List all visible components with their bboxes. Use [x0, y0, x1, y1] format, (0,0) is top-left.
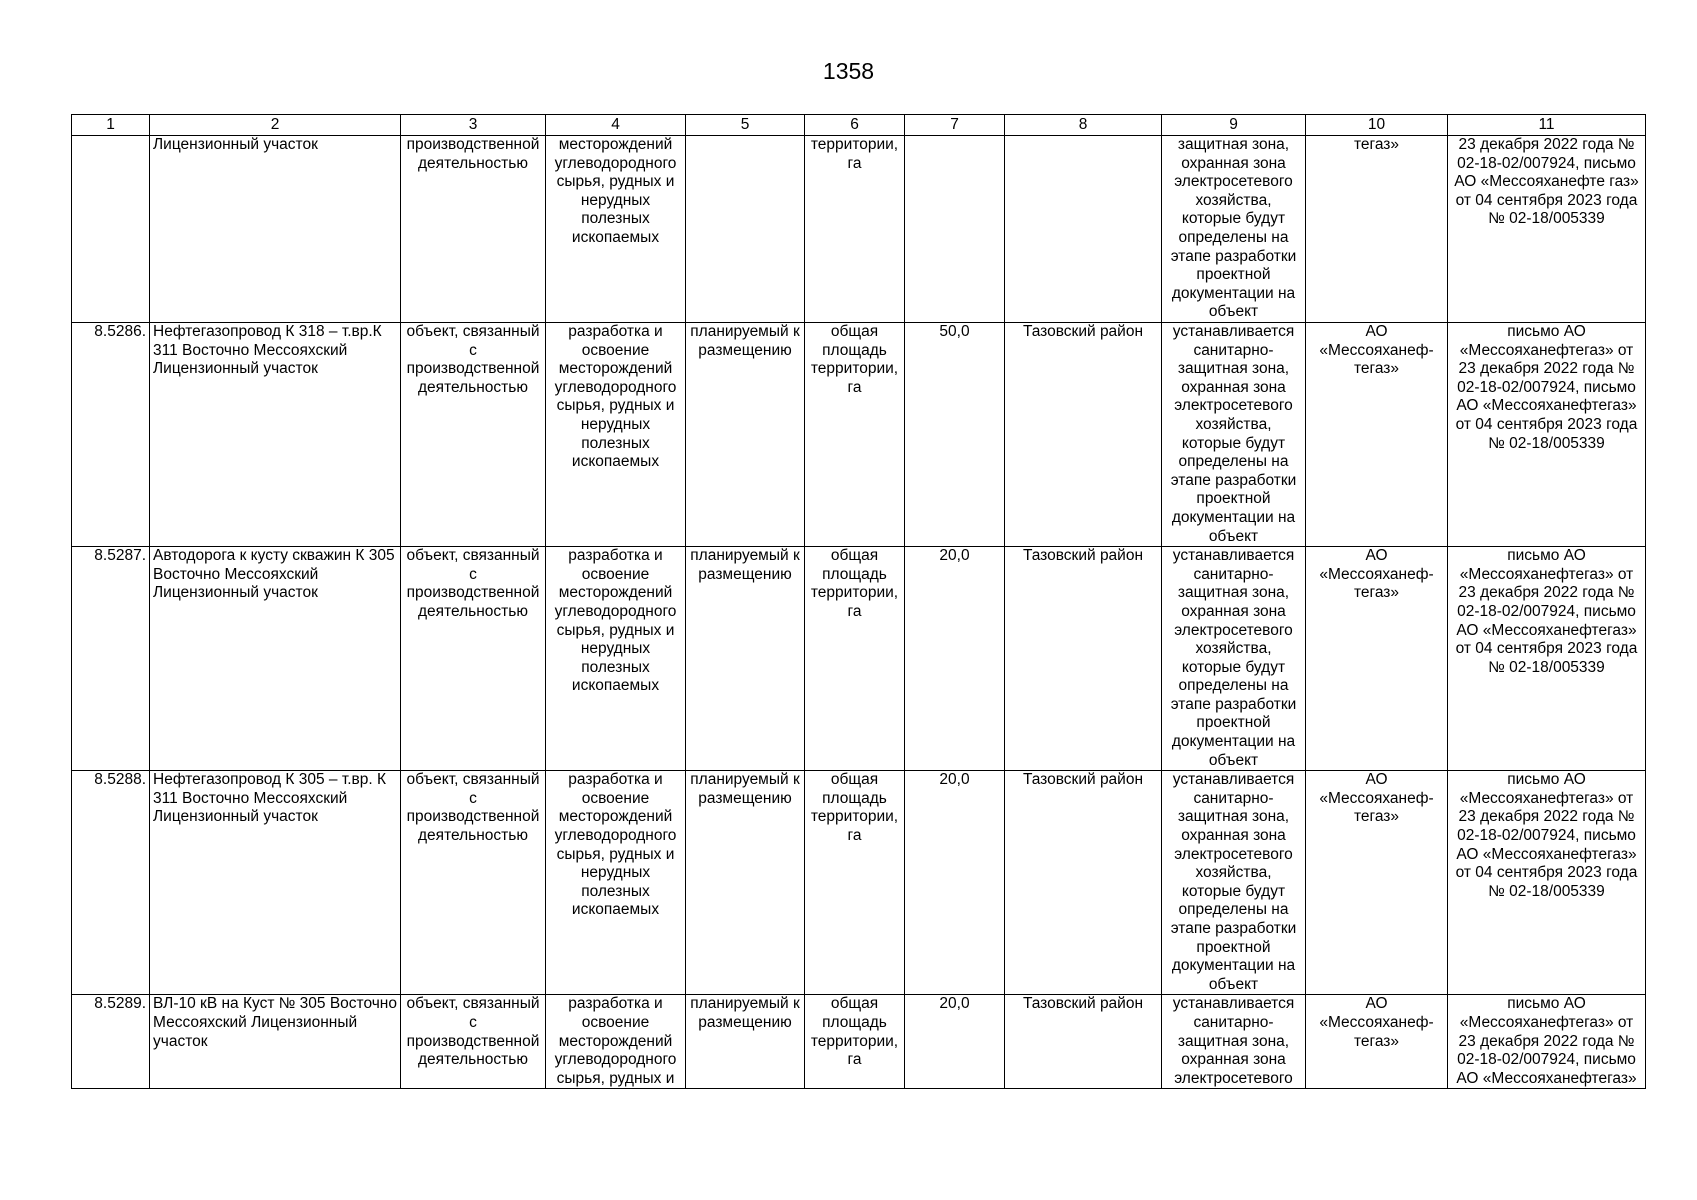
cell-characteristic: общая площадь территории, га — [805, 771, 905, 995]
table-row — [72, 547, 1646, 771]
cell-location: Тазовский район — [1005, 771, 1162, 995]
cell-value: 20,0 — [905, 771, 1005, 995]
cell-name: ВЛ-10 кВ на Куст № 305 Восточно Мессояхский Лицензионный участок — [150, 995, 401, 1089]
cell-characteristic: общая площадь территории, га — [805, 323, 905, 547]
cell-value: 20,0 — [905, 547, 1005, 771]
cell-zones: защитная зона, охранная зона электросетевого хозяйства, которые будут определены на этапе разработки проектной документации на объект — [1162, 136, 1306, 323]
table-row — [72, 771, 1646, 995]
cell-name: Автодорога к кусту скважин К 305 Восточно Мессояхский Лицензионный участок — [150, 547, 401, 771]
cell-basis: письмо АО «Мессояханефтегаз» от 23 декабря 2022 года № 02-18-02/007924, письмо АО «Мессояханефтегаз» от 04 сентября 2023 года № 02-18/005339 — [1448, 547, 1646, 771]
cell-name: Нефтегазопровод К 305 – т.вр. К 311 Восточно Мессояхский Лицензионный участок — [150, 771, 401, 995]
cell-type: объект, связанный с производственной деятельностью — [401, 995, 546, 1089]
cell-purpose: месторождений углеводородного сырья, рудных и нерудных полезных ископаемых — [546, 136, 686, 323]
cell-characteristic: общая площадь территории, га — [805, 995, 905, 1089]
objects-table — [71, 114, 1646, 1089]
cell-type: объект, связанный с производственной деятельностью — [401, 323, 546, 547]
cell-num: 8.5286. — [72, 323, 150, 547]
cell-location: Тазовский район — [1005, 323, 1162, 547]
header-col-10: 10 — [1306, 115, 1448, 136]
cell-name: Лицензионный участок — [150, 136, 401, 323]
table-row — [72, 995, 1646, 1089]
cell-purpose: разработка и освоение месторождений углеводородного сырья, рудных и нерудных полезных ископаемых — [546, 771, 686, 995]
cell-location — [1005, 136, 1162, 323]
cell-location: Тазовский район — [1005, 547, 1162, 771]
cell-purpose: разработка и освоение месторождений углеводородного сырья, рудных и — [546, 995, 686, 1089]
cell-name: Нефтегазопровод К 318 – т.вр.К 311 Восточно Мессояхский Лицензионный участок — [150, 323, 401, 547]
cell-num — [72, 136, 150, 323]
cell-initiator: тегаз» — [1306, 136, 1448, 323]
cell-basis: 23 декабря 2022 года № 02-18-02/007924, письмо АО «Мессояханефте газ» от 04 сентября 2023 года № 02-18/005339 — [1448, 136, 1646, 323]
cell-status: планируемый к размещению — [686, 771, 805, 995]
cell-type: производственной деятельностью — [401, 136, 546, 323]
table-header-row — [72, 115, 1646, 136]
cell-status: планируемый к размещению — [686, 995, 805, 1089]
table-row — [72, 136, 1646, 323]
header-col-4: 4 — [546, 115, 686, 136]
cell-location: Тазовский район — [1005, 995, 1162, 1089]
cell-zones: устанавливается санитарно-защитная зона, охранная зона электросетевого — [1162, 995, 1306, 1089]
header-col-6: 6 — [805, 115, 905, 136]
header-col-7: 7 — [905, 115, 1005, 136]
page-number: 1358 — [822, 58, 875, 84]
cell-num: 8.5289. — [72, 995, 150, 1089]
cell-zones: устанавливается санитарно-защитная зона, охранная зона электросетевого хозяйства, которые будут определены на этапе разработки проектной документации на объект — [1162, 323, 1306, 547]
cell-value: 50,0 — [905, 323, 1005, 547]
cell-zones: устанавливается санитарно-защитная зона, охранная зона электросетевого хозяйства, которые будут определены на этапе разработки проектной документации на объект — [1162, 771, 1306, 995]
cell-type: объект, связанный с производственной деятельностью — [401, 771, 546, 995]
cell-characteristic: общая площадь территории, га — [805, 547, 905, 771]
cell-type: объект, связанный с производственной деятельностью — [401, 547, 546, 771]
cell-basis: письмо АО «Мессояханефтегаз» от 23 декабря 2022 года № 02-18-02/007924, письмо АО «Мессояханефтегаз» от 04 сентября 2023 года № 02-18/005339 — [1448, 323, 1646, 547]
cell-status — [686, 136, 805, 323]
table-row — [72, 323, 1646, 547]
cell-initiator: АО «Мессояханеф-тегаз» — [1306, 547, 1448, 771]
cell-num: 8.5288. — [72, 771, 150, 995]
cell-purpose: разработка и освоение месторождений углеводородного сырья, рудных и нерудных полезных ископаемых — [546, 323, 686, 547]
header-col-5: 5 — [686, 115, 805, 136]
header-col-11: 11 — [1448, 115, 1646, 136]
cell-status: планируемый к размещению — [686, 323, 805, 547]
cell-initiator: АО «Мессояханеф-тегаз» — [1306, 323, 1448, 547]
cell-basis: письмо АО «Мессояханефтегаз» от 23 декабря 2022 года № 02-18-02/007924, письмо АО «Мессояханефтегаз» от 04 сентября 2023 года № 02-18/005339 — [1448, 771, 1646, 995]
cell-status: планируемый к размещению — [686, 547, 805, 771]
cell-initiator: АО «Мессояханеф-тегаз» — [1306, 771, 1448, 995]
header-col-3: 3 — [401, 115, 546, 136]
header-col-1: 1 — [72, 115, 150, 136]
header-col-2: 2 — [150, 115, 401, 136]
cell-characteristic: территории, га — [805, 136, 905, 323]
cell-purpose: разработка и освоение месторождений углеводородного сырья, рудных и нерудных полезных ископаемых — [546, 547, 686, 771]
cell-basis: письмо АО «Мессояханефтегаз» от 23 декабря 2022 года № 02-18-02/007924, письмо АО «Мессояханефтегаз» — [1448, 995, 1646, 1089]
cell-num: 8.5287. — [72, 547, 150, 771]
cell-initiator: АО «Мессояханеф-тегаз» — [1306, 995, 1448, 1089]
cell-value: 20,0 — [905, 995, 1005, 1089]
cell-zones: устанавливается санитарно-защитная зона, охранная зона электросетевого хозяйства, которые будут определены на этапе разработки проектной документации на объект — [1162, 547, 1306, 771]
header-col-9: 9 — [1162, 115, 1306, 136]
cell-value — [905, 136, 1005, 323]
header-col-8: 8 — [1005, 115, 1162, 136]
